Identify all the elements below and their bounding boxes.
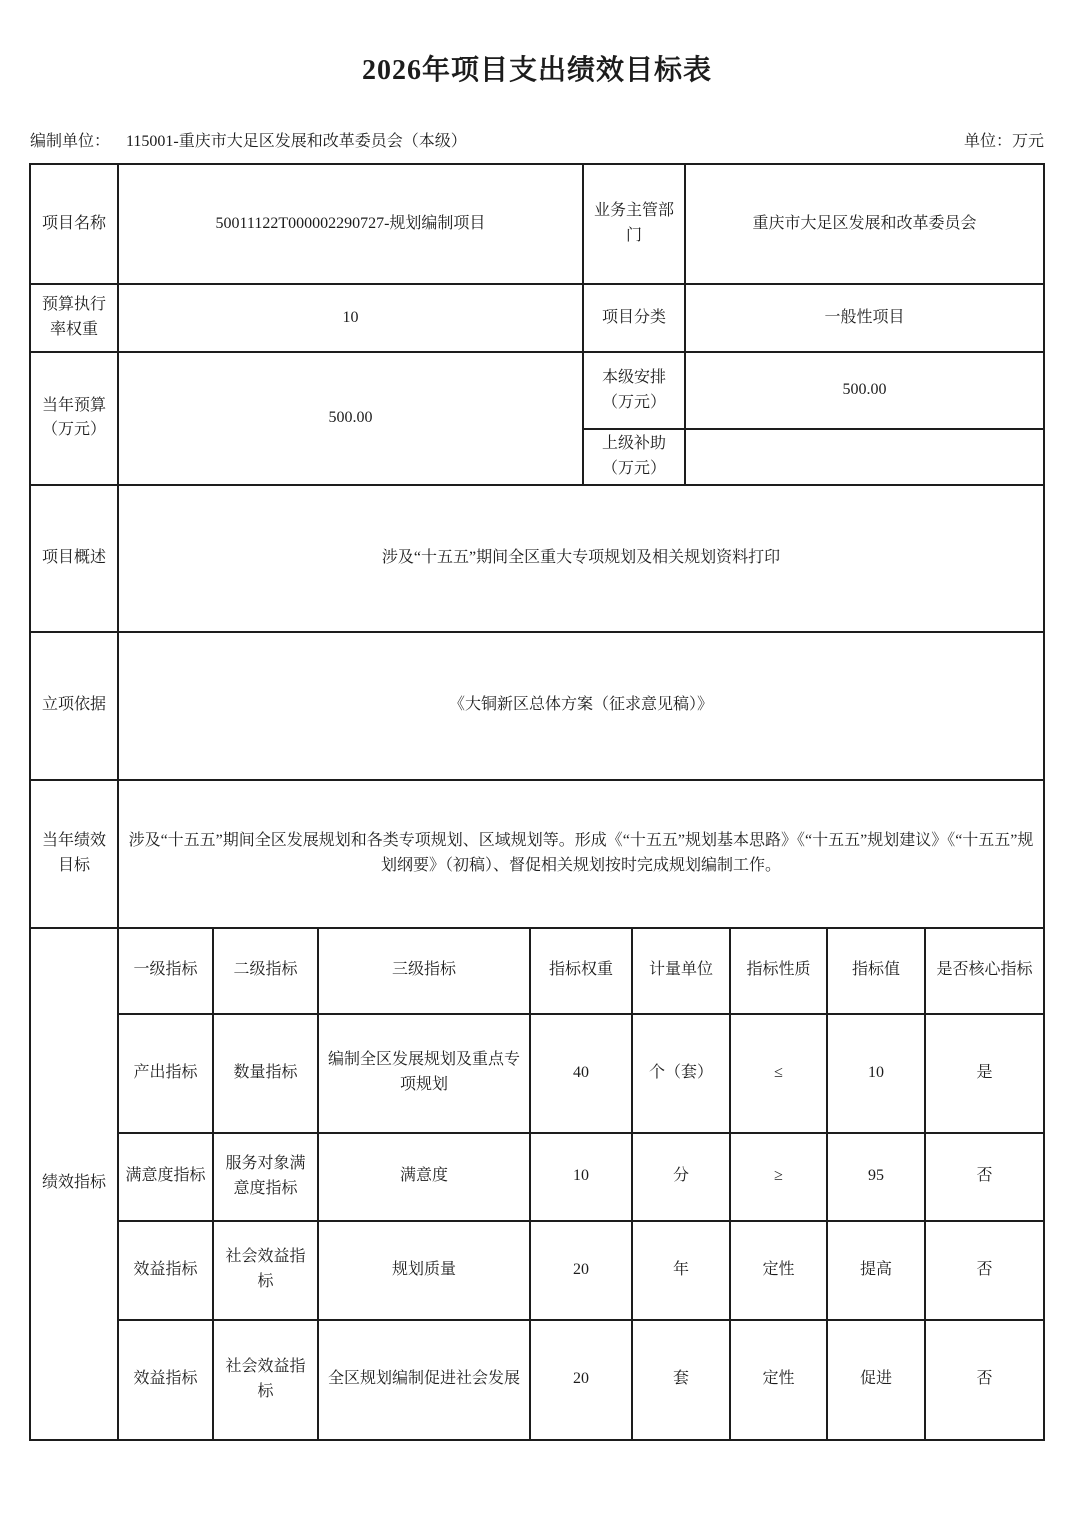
col-header-level1: 一级指标	[118, 928, 213, 1014]
col-header-value: 指标值	[827, 928, 925, 1014]
approval-basis-value: 《大铜新区总体方案（征求意见稿）》	[118, 632, 1044, 780]
col-header-level2: 二级指标	[213, 928, 318, 1014]
meta-row	[30, 128, 1044, 151]
indicator-level1: 满意度指标	[118, 1133, 213, 1221]
indicator-row	[30, 1320, 1044, 1440]
dept-label: 业务主管部门	[583, 164, 685, 284]
superior-subsidy-value	[685, 429, 1044, 485]
indicator-nature: ≥	[730, 1133, 827, 1221]
project-overview-label: 项目概述	[30, 485, 118, 632]
indicator-unit: 个（套）	[632, 1014, 730, 1133]
indicator-row	[30, 1133, 1044, 1221]
category-value: 一般性项目	[685, 284, 1044, 352]
row-annual-goal	[30, 780, 1044, 928]
indicator-unit: 分	[632, 1133, 730, 1221]
indicator-level2: 数量指标	[213, 1014, 318, 1133]
indicator-level3: 全区规划编制促进社会发展	[318, 1320, 530, 1440]
indicator-row	[30, 1014, 1044, 1133]
indicator-row	[30, 1221, 1044, 1320]
annual-goal-value: 涉及“十五五”期间全区发展规划和各类专项规划、区域规划等。形成《“十五五”规划基本思路》《“十五五”规划建议》《“十五五”规划纲要》（初稿）、督促相关规划按时完成规划编制工作。	[118, 780, 1044, 928]
indicator-weight: 40	[530, 1014, 632, 1133]
col-header-core: 是否核心指标	[925, 928, 1044, 1014]
indicator-weight: 10	[530, 1133, 632, 1221]
indicator-weight: 20	[530, 1221, 632, 1320]
indicator-value: 95	[827, 1133, 925, 1221]
superior-subsidy-label: 上级补助（万元）	[583, 429, 685, 485]
indicator-weight: 20	[530, 1320, 632, 1440]
row-approval-basis	[30, 632, 1044, 780]
row-budget-rate	[30, 284, 1044, 352]
indicator-value: 促进	[827, 1320, 925, 1440]
prepared-by-label: 编制单位：	[30, 133, 111, 150]
prepared-by-value: 115001-重庆市大足区发展和改革委员会（本级）	[126, 133, 467, 150]
indicator-level1: 产出指标	[118, 1014, 213, 1133]
indicator-level1: 效益指标	[118, 1320, 213, 1440]
project-name-value: 50011122T000002290727-规划编制项目	[118, 164, 583, 284]
col-header-unit: 计量单位	[632, 928, 730, 1014]
indicator-nature: 定性	[730, 1320, 827, 1440]
col-header-level3: 三级指标	[318, 928, 530, 1014]
indicator-core: 是	[925, 1014, 1044, 1133]
local-arrangement-value: 500.00	[685, 352, 1044, 429]
unit-note: 单位：万元	[963, 133, 1044, 150]
indicator-unit: 套	[632, 1320, 730, 1440]
indicator-level2: 服务对象满意度指标	[213, 1133, 318, 1221]
project-name-label: 项目名称	[30, 164, 118, 284]
indicator-level1: 效益指标	[118, 1221, 213, 1320]
indicator-core: 否	[925, 1221, 1044, 1320]
col-header-nature: 指标性质	[730, 928, 827, 1014]
local-arrangement-label: 本级安排（万元）	[583, 352, 685, 429]
indicator-value: 10	[827, 1014, 925, 1133]
budget-rate-value: 10	[118, 284, 583, 352]
indicator-nature: 定性	[730, 1221, 827, 1320]
page-title: 2026年项目支出绩效目标表	[361, 55, 712, 86]
indicator-value: 提高	[827, 1221, 925, 1320]
indicator-level2: 社会效益指标	[213, 1320, 318, 1440]
indicator-unit: 年	[632, 1221, 730, 1320]
annual-budget-label: 当年预算（万元）	[30, 352, 118, 485]
approval-basis-label: 立项依据	[30, 632, 118, 780]
indicator-level2: 社会效益指标	[213, 1221, 318, 1320]
indicator-nature: ≤	[730, 1014, 827, 1133]
annual-budget-value: 500.00	[118, 352, 583, 485]
indicator-level3: 编制全区发展规划及重点专项规划	[318, 1014, 530, 1133]
prepared-by	[30, 128, 467, 151]
project-overview-value: 涉及“十五五”期间全区重大专项规划及相关规划资料打印	[118, 485, 1044, 632]
indicator-section-label: 绩效指标	[30, 928, 118, 1440]
indicator-level3: 满意度	[318, 1133, 530, 1221]
row-annual-budget	[30, 352, 1044, 429]
annual-goal-label: 当年绩效目标	[30, 780, 118, 928]
row-project-name	[30, 164, 1044, 284]
indicator-core: 否	[925, 1133, 1044, 1221]
indicator-level3: 规划质量	[318, 1221, 530, 1320]
row-project-overview	[30, 485, 1044, 632]
category-label: 项目分类	[583, 284, 685, 352]
budget-rate-label: 预算执行率权重	[30, 284, 118, 352]
dept-value: 重庆市大足区发展和改革委员会	[685, 164, 1044, 284]
col-header-weight: 指标权重	[530, 928, 632, 1014]
indicator-core: 否	[925, 1320, 1044, 1440]
performance-target-table	[29, 163, 1045, 1441]
indicator-header-row	[30, 928, 1044, 1014]
